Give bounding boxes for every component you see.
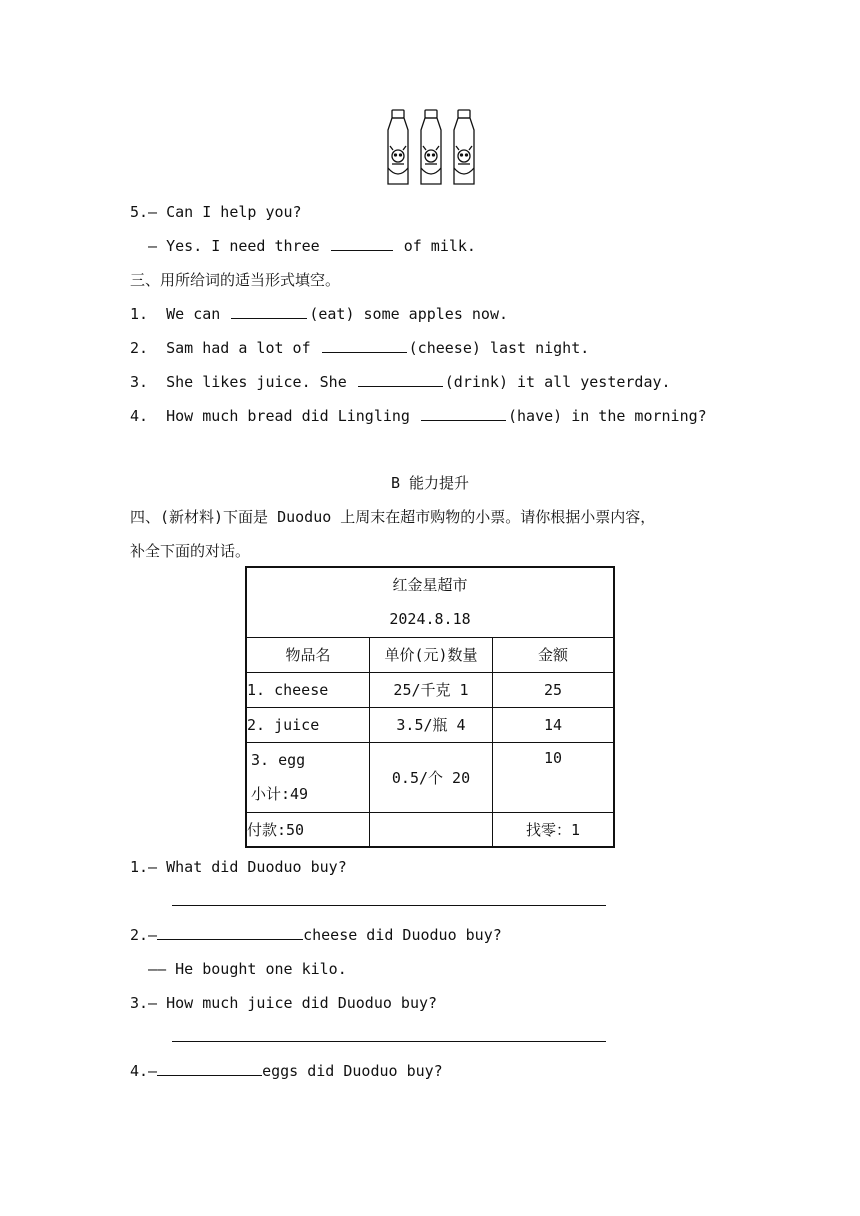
fill-blank-2[interactable]: [322, 338, 407, 353]
store-name: 红金星超市: [392, 576, 468, 595]
receipt-date: 2024.8.18: [389, 610, 471, 629]
item-price: 3.5/瓶 4: [370, 707, 493, 742]
fill-blank-1[interactable]: [231, 304, 307, 319]
dialogue-q1: 1.— What did Duoduo buy?: [130, 858, 347, 876]
item-price: 0.5/个 20: [370, 742, 493, 812]
dialogue-q4: [130, 1061, 443, 1081]
item-name: 2. juice: [246, 707, 370, 742]
col-header-price: 单价(元)数量: [370, 637, 493, 672]
col-header-item: 物品名: [246, 637, 370, 672]
fill-blank-4[interactable]: [421, 406, 506, 421]
item-name: 1. cheese: [246, 672, 370, 707]
section4-intro: 四、(新材料)下面是 Duoduo 上周末在超市购物的小票。请你根据小票内容，: [130, 508, 656, 526]
milk-bottle-icon: [388, 110, 408, 184]
q5-answer-pre: — Yes. I need three: [130, 237, 329, 255]
fill-item-1: [130, 304, 508, 324]
answer-line-1[interactable]: [172, 905, 606, 906]
item-amount: 14: [493, 707, 615, 742]
dialogue-q4-pre: 4.—: [130, 1062, 158, 1080]
item-price: 25/千克 1: [370, 672, 493, 707]
q5-answer-post: of milk.: [394, 237, 476, 255]
fill-item-pre: 1. We can: [130, 305, 230, 323]
fill-item-4: [130, 406, 707, 426]
section-b-title: B 能力提升: [390, 474, 470, 492]
table-row: [246, 672, 614, 707]
item-name-cell: [246, 742, 370, 812]
q5-prompt: 5.— Can I help you?: [130, 203, 302, 221]
q5-blank[interactable]: [331, 236, 393, 251]
subtotal: 小计:49: [251, 785, 309, 803]
dialogue-q2: [130, 925, 502, 945]
change: 找零：1: [493, 812, 615, 847]
table-row: [246, 707, 614, 742]
item-amount: 25: [493, 672, 615, 707]
fill-item-pre: 4. How much bread did Lingling: [130, 407, 419, 425]
fill-item-post: (eat) some apples now.: [309, 305, 509, 323]
q5-answer: [130, 236, 476, 256]
dialogue-q2-answer: —— He bought one kilo.: [130, 960, 347, 978]
dialogue-q2-pre: 2.—: [130, 926, 158, 944]
fill-item-2: [130, 338, 589, 358]
answer-line-3[interactable]: [172, 1041, 606, 1042]
section4-intro-cont: 补全下面的对话。: [130, 542, 251, 560]
item-name: 3. egg: [251, 751, 306, 769]
receipt-header: [246, 567, 614, 637]
item-amount: 10: [493, 742, 615, 812]
q2-blank[interactable]: [157, 925, 303, 940]
dialogue-q3: 3.— How much juice did Duoduo buy?: [130, 994, 438, 1012]
milk-bottle-icon: [454, 110, 474, 184]
paid: 付款:50: [246, 812, 370, 847]
fill-item-3: [130, 372, 671, 392]
fill-item-pre: 3. She likes juice. She: [130, 373, 356, 391]
milk-bottle-icon: [421, 110, 441, 184]
fill-item-post: (drink) it all yesterday.: [444, 373, 671, 391]
q4-blank[interactable]: [157, 1061, 262, 1076]
empty-cell: [370, 812, 493, 847]
dialogue-q4-post: eggs did Duoduo buy?: [262, 1062, 443, 1080]
fill-blank-3[interactable]: [358, 372, 443, 387]
section3-heading: 三、用所给词的适当形式填空。: [130, 271, 341, 289]
fill-item-post: (cheese) last night.: [408, 339, 590, 357]
receipt-table: [245, 566, 615, 848]
fill-item-pre: 2. Sam had a lot of: [130, 339, 320, 357]
col-header-amount: 金额: [493, 637, 615, 672]
dialogue-q2-post: cheese did Duoduo buy?: [303, 926, 502, 944]
table-row: [246, 742, 614, 812]
fill-item-post: (have) in the morning?: [507, 407, 707, 425]
milk-bottles-image: [384, 108, 478, 188]
